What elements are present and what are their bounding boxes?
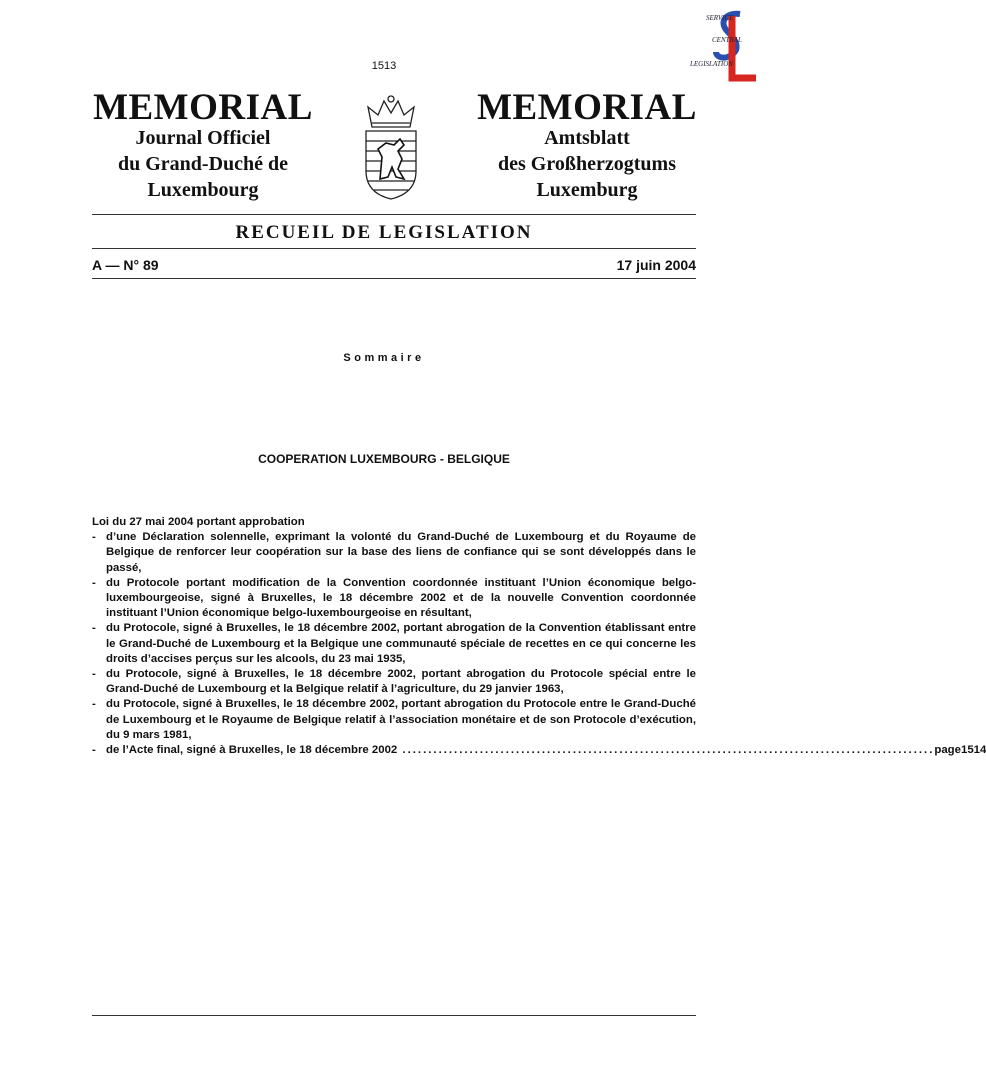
memorial-title-de: MEMORIAL xyxy=(477,87,697,128)
masthead-de-line2: des Großherzogtums xyxy=(498,153,676,175)
masthead-fr-line2: du Grand-Duché de xyxy=(117,153,289,175)
item-dash: - xyxy=(92,622,96,635)
logo-text-bottom: LEGISLATION xyxy=(690,60,733,68)
law-item-text: du Protocole, signé à Bruxelles, le 18 décembre 2002, portant abrogation de la Convention établissant entre le Grand-Duché de Luxembourg et la Belgique une communauté spéciale de recettes en ce qui concerne les droits d’accises perçus sur les alcools, du 23 mai 1935, xyxy=(106,622,696,665)
law-item-last xyxy=(92,743,986,758)
item-dash: - xyxy=(92,576,96,589)
logo-text-mid: CENTRAL xyxy=(712,36,742,44)
sommaire-heading: Sommaire xyxy=(343,352,425,364)
divider-middle xyxy=(92,248,696,249)
memorial-title-fr: MEMORIAL xyxy=(93,87,313,128)
section-title: COOPERATION LUXEMBOURG - BELGIQUE xyxy=(258,452,510,466)
recueil-heading: RECUEIL DE LEGISLATION xyxy=(235,222,533,243)
page-reference: 1514 xyxy=(960,744,986,757)
issue-date: 17 juin 2004 xyxy=(616,257,696,273)
law-item-text: du Protocole, signé à Bruxelles, le 18 décembre 2002, portant abrogation du Protocole spécial entre le Grand-Duché de Luxembourg et la Belgique relatif à l’agriculture, du 29 janvier 1963, xyxy=(106,668,696,696)
masthead-de-line1: Amtsblatt xyxy=(544,127,630,149)
masthead-de-line3: Luxemburg xyxy=(536,179,638,201)
logo-text-top: SERVICE xyxy=(706,14,734,22)
page-label: page xyxy=(934,744,961,757)
service-legislation-logo xyxy=(690,8,762,86)
coat-of-arms-icon xyxy=(358,93,424,203)
masthead-fr-line1: Journal Officiel xyxy=(135,127,271,149)
divider-top xyxy=(92,214,696,215)
item-dash: - xyxy=(92,698,96,711)
page-number: 1513 xyxy=(371,60,397,72)
masthead-fr-line3: Luxembourg xyxy=(147,179,259,201)
masthead-fr xyxy=(92,125,314,203)
law-item-text: du Protocole, signé à Bruxelles, le 18 décembre 2002, portant abrogation du Protocole entre le Grand-Duché de Luxembourg et le Royaume de Belgique relatif à l’association monétaire et de son Protocole d’exécution, du 9 mars 1981, xyxy=(106,698,696,741)
law-item-text: du Protocole portant modification de la Convention coordonnée instituant l’Union économique belgo-luxembourgeoise, signé à Bruxelles, le 18 décembre 2002 et de la nouvelle Convention coordonnée instituant l’Union économique belgo-luxembourgeoise en résultant, xyxy=(106,576,696,620)
dot-leader: ....................................................................................................... xyxy=(397,744,935,757)
law-item-text: d’une Déclaration solennelle, exprimant la volonté du Grand-Duché de Luxembourg et du Royaume de Belgique de renforcer leur coopération sur la base des liens de confiance qui se sont développés dans le passé, xyxy=(106,531,696,574)
law-summary xyxy=(92,515,986,758)
footer-divider xyxy=(92,1015,696,1016)
toc-entry[interactable] xyxy=(106,743,986,758)
law-item xyxy=(92,530,696,576)
issue-number: A — N° 89 xyxy=(92,257,159,273)
masthead-de xyxy=(476,125,698,203)
law-item xyxy=(92,697,696,743)
law-item xyxy=(92,667,696,697)
law-item xyxy=(92,621,696,667)
item-dash: - xyxy=(92,668,96,681)
law-item xyxy=(92,576,696,622)
item-dash: - xyxy=(92,744,96,757)
item-dash: - xyxy=(92,531,96,544)
law-intro: Loi du 27 mai 2004 portant approbation xyxy=(92,516,305,528)
divider-bottom xyxy=(92,278,696,279)
law-item-text: de l’Acte final, signé à Bruxelles, le 18 décembre 2002 xyxy=(106,744,398,757)
